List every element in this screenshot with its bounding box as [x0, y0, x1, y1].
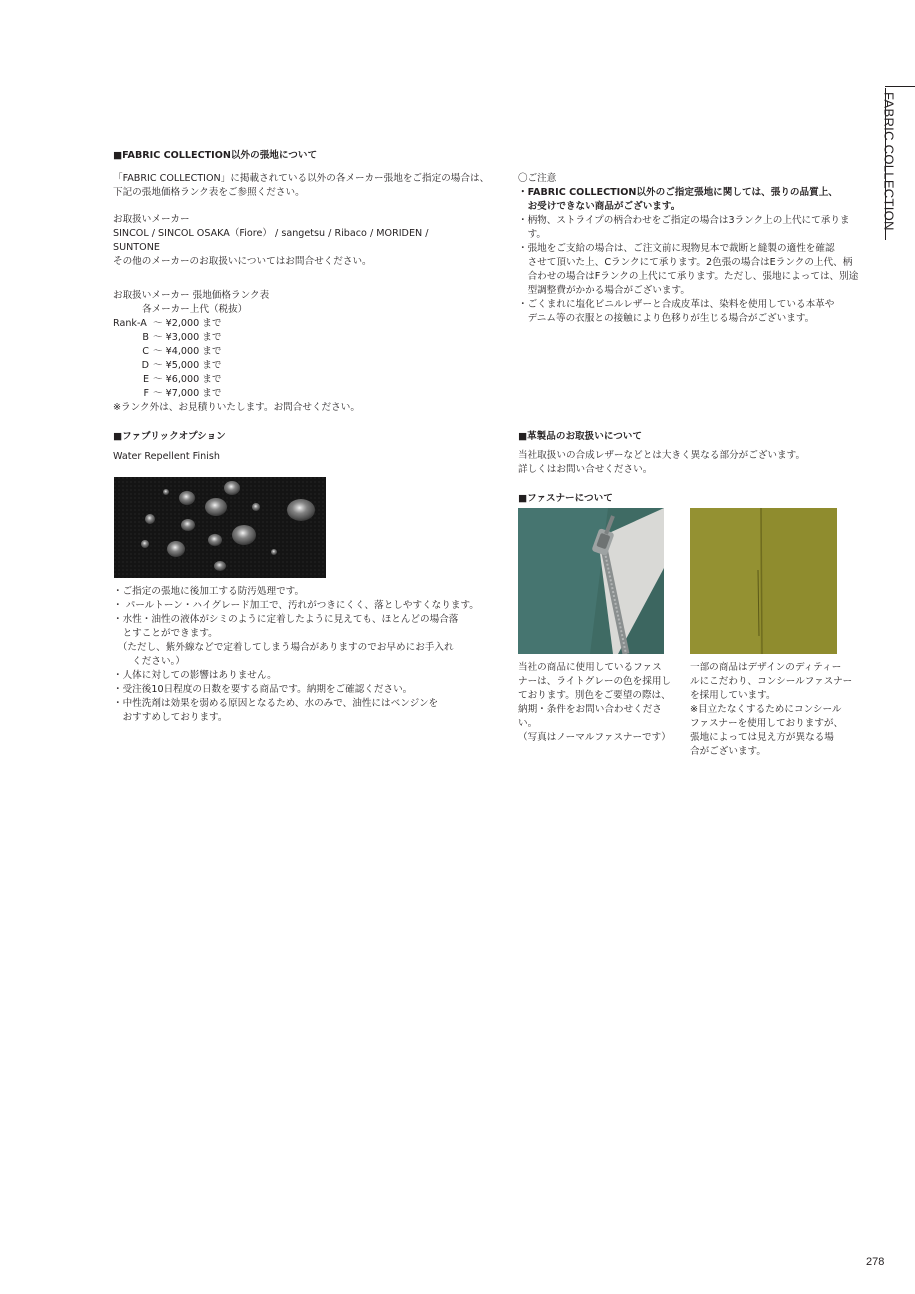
caution-line: ・FABRIC COLLECTION以外のご指定張地に関しては、張りの品質上、	[518, 187, 838, 198]
rank-table-title: お取扱いメーカー 張地価格ランク表	[113, 290, 270, 301]
option-note: ・水性・油性の液体がシミのように定着したように見えても、ほとんどの場合落	[113, 614, 459, 625]
makers-line: SUNTONE	[113, 242, 160, 253]
option-note: （ただし、紫外線などで定着してしまう場合がありますのでお早めにお手入れ	[113, 642, 454, 653]
left-caption-line: ナーは、ライトグレーの色を採用し	[518, 676, 672, 687]
left-caption-line: 当社の商品に使用しているファス	[518, 662, 662, 673]
caution-line: ・柄物、ストライプの柄合わせをご指定の場合は3ランク上の上代にて承りま	[518, 215, 850, 226]
option-note: ・人体に対しての影響はありません。	[113, 670, 277, 681]
left-caption-line: （写真はノーマルファスナーです）	[518, 732, 671, 743]
page-number: 278	[866, 1256, 885, 1268]
caution-title: 〇ご注意	[518, 173, 557, 184]
left-caption-line: ております。別色をご要望の際は、	[518, 690, 671, 701]
makers-note: その他のメーカーのお取扱いについてはお問合せください。	[113, 256, 372, 267]
right-caption-line: ルにこだわり、コンシールファスナー	[690, 676, 853, 687]
option-note: ・ご指定の張地に後加工する防汚処理です。	[113, 586, 305, 597]
rank-price: ～ ¥7,000 まで	[153, 388, 222, 399]
rank-price: ～ ¥5,000 まで	[153, 360, 222, 371]
rank-label: E	[142, 374, 149, 385]
right-caption-line: ファスナーを使用しておりますが、	[690, 718, 844, 729]
side-tab-rule	[885, 86, 915, 87]
option-note: とすことができます。	[113, 628, 218, 639]
rank-row	[113, 317, 221, 331]
water-repellent-photo	[114, 477, 326, 578]
leather-line: 詳しくはお問い合せください。	[518, 464, 653, 475]
fastener-heading: ■ファスナーについて	[518, 493, 613, 504]
left-caption-line: 納期・条件をお問い合わせくださ	[518, 704, 662, 715]
right-caption-line: を採用しています。	[690, 690, 776, 701]
rank-price: ～ ¥6,000 まで	[153, 374, 222, 385]
rank-label: B	[142, 332, 149, 343]
caution-line: す。	[518, 229, 547, 240]
rank-note: ※ランク外は、お見積りいたします。お問合せください。	[113, 402, 360, 413]
rank-price: ～ ¥2,000 まで	[153, 318, 222, 329]
right-caption-line: 合がございます。	[690, 746, 766, 757]
rank-row	[113, 359, 221, 373]
caution-line: 型調整費がかかる場合がございます。	[518, 285, 690, 296]
rank-price: ～ ¥4,000 まで	[153, 346, 222, 357]
caution-line: ・ごくまれに塩化ビニルレザーと合成皮革は、染料を使用している本革や	[518, 299, 835, 310]
rank-price: ～ ¥3,000 まで	[153, 332, 222, 343]
option-note: おすすめしております。	[113, 712, 228, 723]
intro-line: 「FABRIC COLLECTION」に掲載されている以外の各メーカー張地をご指定の場合は、	[113, 173, 490, 184]
fabric-option-heading: ■ファブリックオプション	[113, 431, 226, 442]
caution-line: させて頂いた上、Cランクにて承ります。2色張の場合はEランクの上代、柄	[518, 257, 853, 268]
option-note: ・受注後10日程度の日数を要する商品です。納期をご確認ください。	[113, 684, 413, 695]
right-caption-line: ※目立たなくするためにコンシール	[690, 704, 842, 715]
option-note: ・ パールトーン・ハイグレード加工で、汚れがつきにくく、落としやすくなります。	[113, 600, 479, 611]
makers-label: お取扱いメーカー	[113, 214, 190, 225]
caution-line: ・張地をご支給の場合は、ご注文前に現物見本で裁断と縫製の適性を確認	[518, 243, 835, 254]
option-note: ください。）	[113, 656, 185, 667]
caution-line: 合わせの場合はFランクの上代にて承ります。ただし、張地によっては、別途	[518, 271, 859, 282]
leather-heading: ■革製品のお取扱いについて	[518, 431, 642, 442]
right-caption-line: 張地によっては見え方が異なる場	[690, 732, 834, 743]
normal-zipper-photo	[518, 508, 664, 654]
rank-label: Rank-A	[113, 318, 147, 329]
fabric-section-heading: ■FABRIC COLLECTION以外の張地について	[113, 150, 318, 161]
option-note: ・中性洗剤は効果を弱める原因となるため、水のみで、油性にはベンジンを	[113, 698, 439, 709]
caution-line: デニム等の衣服との接触により色移りが生じる場合がございます。	[518, 313, 815, 324]
rank-label: F	[143, 388, 149, 399]
intro-line: 下記の張地価格ランク表をご参照ください。	[113, 187, 305, 198]
concealed-zipper-photo	[690, 508, 837, 654]
right-caption-line: 一部の商品はデザインのディティー	[690, 662, 842, 673]
fabric-option-subtitle: Water Repellent Finish	[113, 451, 220, 462]
rank-row	[113, 331, 221, 345]
left-caption-line: い。	[518, 718, 538, 729]
rank-label: D	[141, 360, 149, 371]
leather-line: 当社取扱いの合成レザーなどとは大きく異なる部分がございます。	[518, 450, 806, 461]
side-title: FABRIC COLLECTION	[881, 92, 897, 231]
rank-row	[113, 387, 221, 401]
makers-line: SINCOL / SINCOL OSAKA（Fiore） / sangetsu / Ribaco / MORIDEN /	[113, 228, 429, 239]
caution-line: お受けできない商品がございます。	[518, 201, 681, 212]
rank-row	[113, 345, 221, 359]
rank-label: C	[142, 346, 149, 357]
rank-table-subtitle: 各メーカー上代（税抜）	[142, 304, 248, 315]
rank-row	[113, 373, 221, 387]
